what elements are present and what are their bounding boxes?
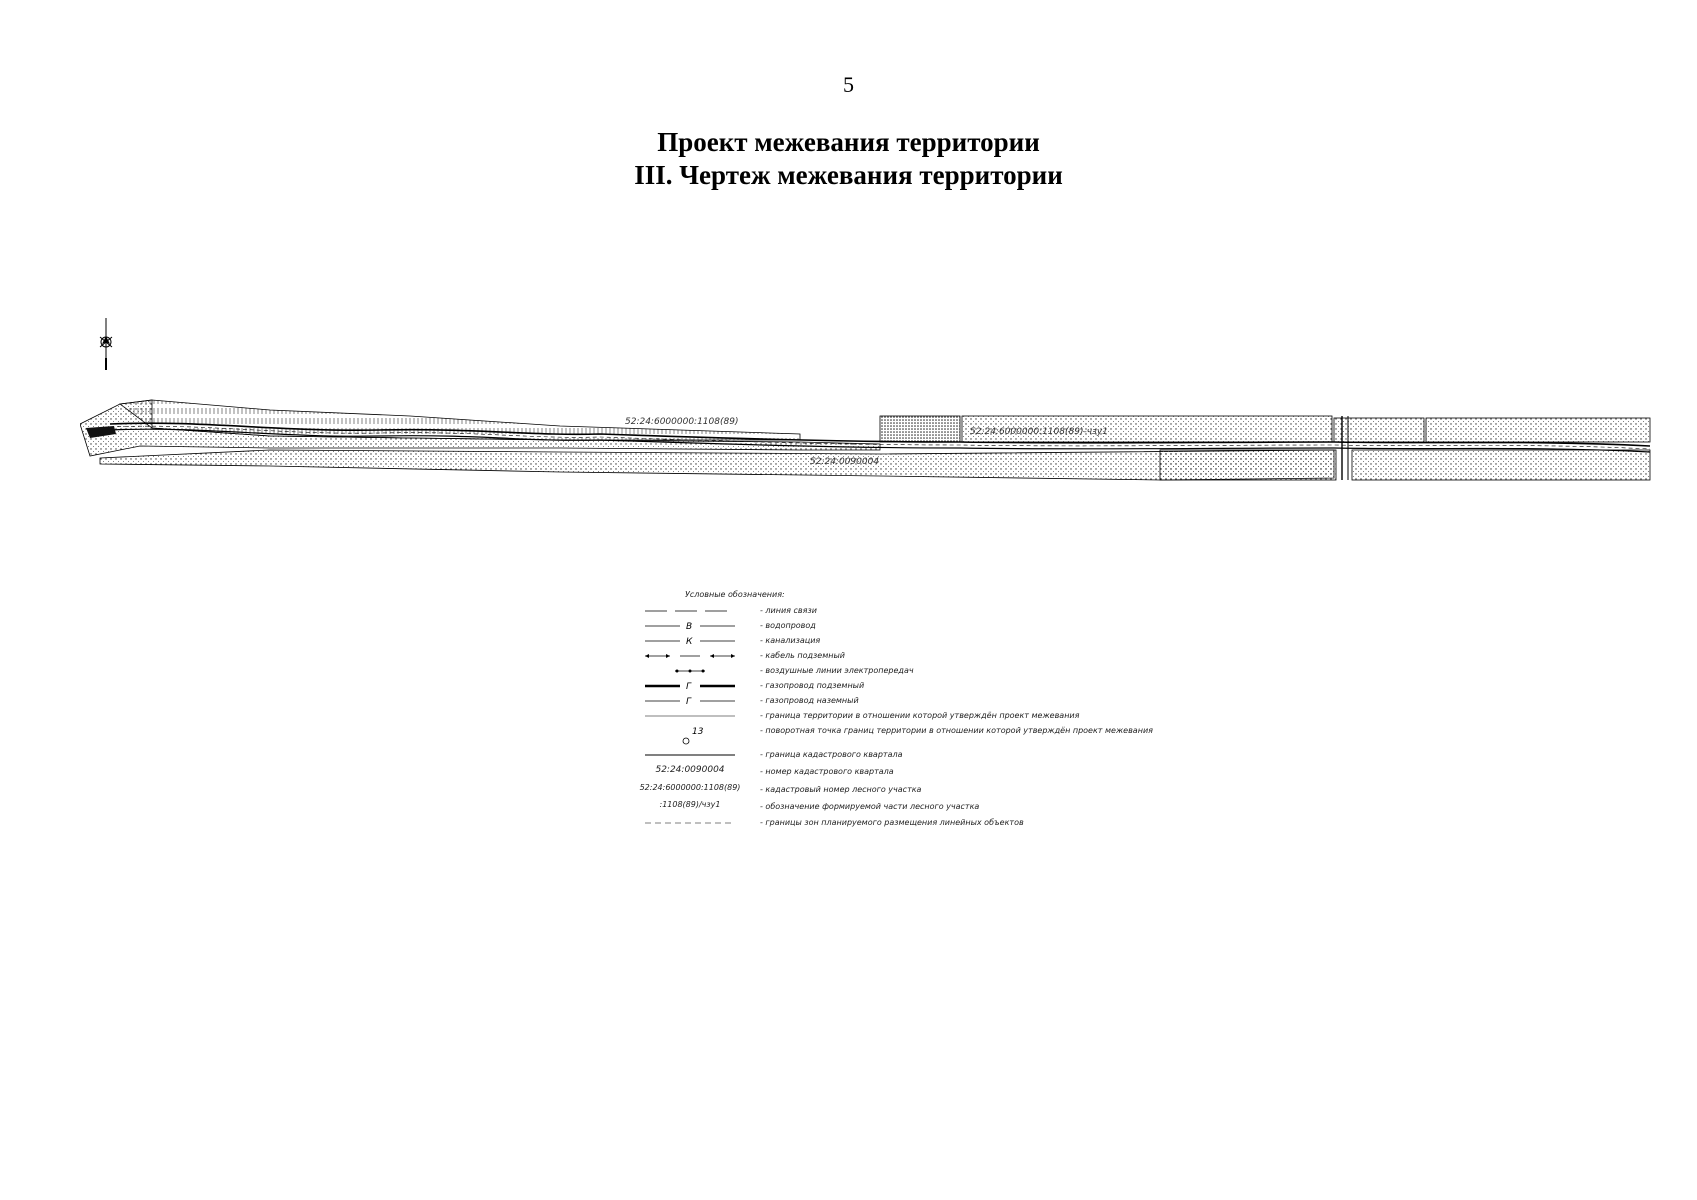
legend-symbol-forest-parcel-number: 52:24:6000000:1108(89) [639,783,741,792]
legend-text-quarter-boundary: - граница кадастрового квартала [760,750,903,759]
legend-row-gas-surface [640,694,1200,708]
legend-symbol-forest-part: :1108(89)/чзу1 [659,800,721,809]
legend-symbol-cable [640,649,740,663]
legend-row-gas-underground [640,679,1200,693]
survey-map [80,398,1660,528]
legend-symbol-overhead-power [640,664,740,678]
legend-symbol-sewer [640,634,740,648]
svg-text:Г: Г [686,697,692,707]
legend-title: Условные обозначения: [685,590,785,599]
legend-row-forest-parcel-number [640,783,1200,797]
legend-text-sewer: - канализация [760,636,821,645]
legend-text-forest-part: - обозначение формируемой части лесного участка [760,802,980,811]
legend-row-cable [640,649,1200,663]
legend-row-quarter-boundary [640,748,1200,762]
legend-text-gas-surface: - газопровод наземный [760,696,859,705]
legend-symbol-quarter-number: 52:24:0090004 [655,765,725,775]
title-line-2: III. Чертеж межевания территории [634,160,1063,190]
legend-text-gas-underground: - газопровод подземный [760,681,865,690]
parcel-block-5 [1160,450,1336,480]
legend-row-overhead-power [640,664,1200,678]
page-number: 5 [843,72,854,97]
legend-row-turning-point [640,724,1200,746]
svg-text:К: К [686,637,693,647]
legend-text-turning-point: - поворотная точка границ территории в отношении которой утверждён проект межевания [760,726,1153,735]
legend-text-territory-boundary: - граница территории в отношении которой утверждён проект межевания [760,711,1080,720]
parcel-block-1 [880,416,960,442]
svg-text:В: В [686,622,693,632]
title-line-1: Проект межевания территории [657,127,1040,157]
parcel-block-4 [1426,418,1650,442]
north-arrow-icon [95,318,117,370]
page-title [0,126,1697,192]
legend-symbol-quarter-boundary [640,748,740,762]
legend-text-quarter-number: - номер кадастрового квартала [760,767,894,776]
legend-symbol-communication-line [640,604,740,618]
svg-text:13: 13 [692,727,704,737]
legend-symbol-gas-surface [640,694,740,708]
legend-row-communication-line [640,604,1200,618]
legend-symbol-gas-underground [640,679,740,693]
map-label-forest-parcel: 52:24:6000000:1108(89) [625,417,739,427]
legend-row-sewer [640,634,1200,648]
map-label-quarter-top: 52:24:6000000:1108(89)-чзу1 [970,427,1108,437]
legend-row-forest-part [640,800,1200,814]
legend-row-water [640,619,1200,633]
legend-text-water: - водопровод [760,621,816,630]
legend-symbol-turning-point [640,724,740,746]
legend-text-cable: - кабель подземный [760,651,846,660]
legend-symbol-territory-boundary [640,709,740,723]
legend-row-quarter-number [640,765,1200,779]
map-label-quarter-bottom: 52:24:0090004 [810,457,880,467]
legend-text-forest-parcel-number: - кадастровый номер лесного участка [760,785,922,794]
legend-row-territory-boundary [640,709,1200,723]
legend-symbol-water [640,619,740,633]
legend-text-communication-line: - линия связи [760,606,817,615]
parcel-lower [100,450,1334,480]
legend-symbol-linear-zones [640,816,740,830]
svg-text:Г: Г [686,682,692,692]
legend-text-overhead-power: - воздушные линии электропередач [760,666,914,675]
legend-text-linear-zones: - границы зон планируемого размещения линейных объектов [760,818,1024,827]
parcel-block-6 [1352,450,1650,480]
legend-row-linear-zones [640,816,1200,830]
